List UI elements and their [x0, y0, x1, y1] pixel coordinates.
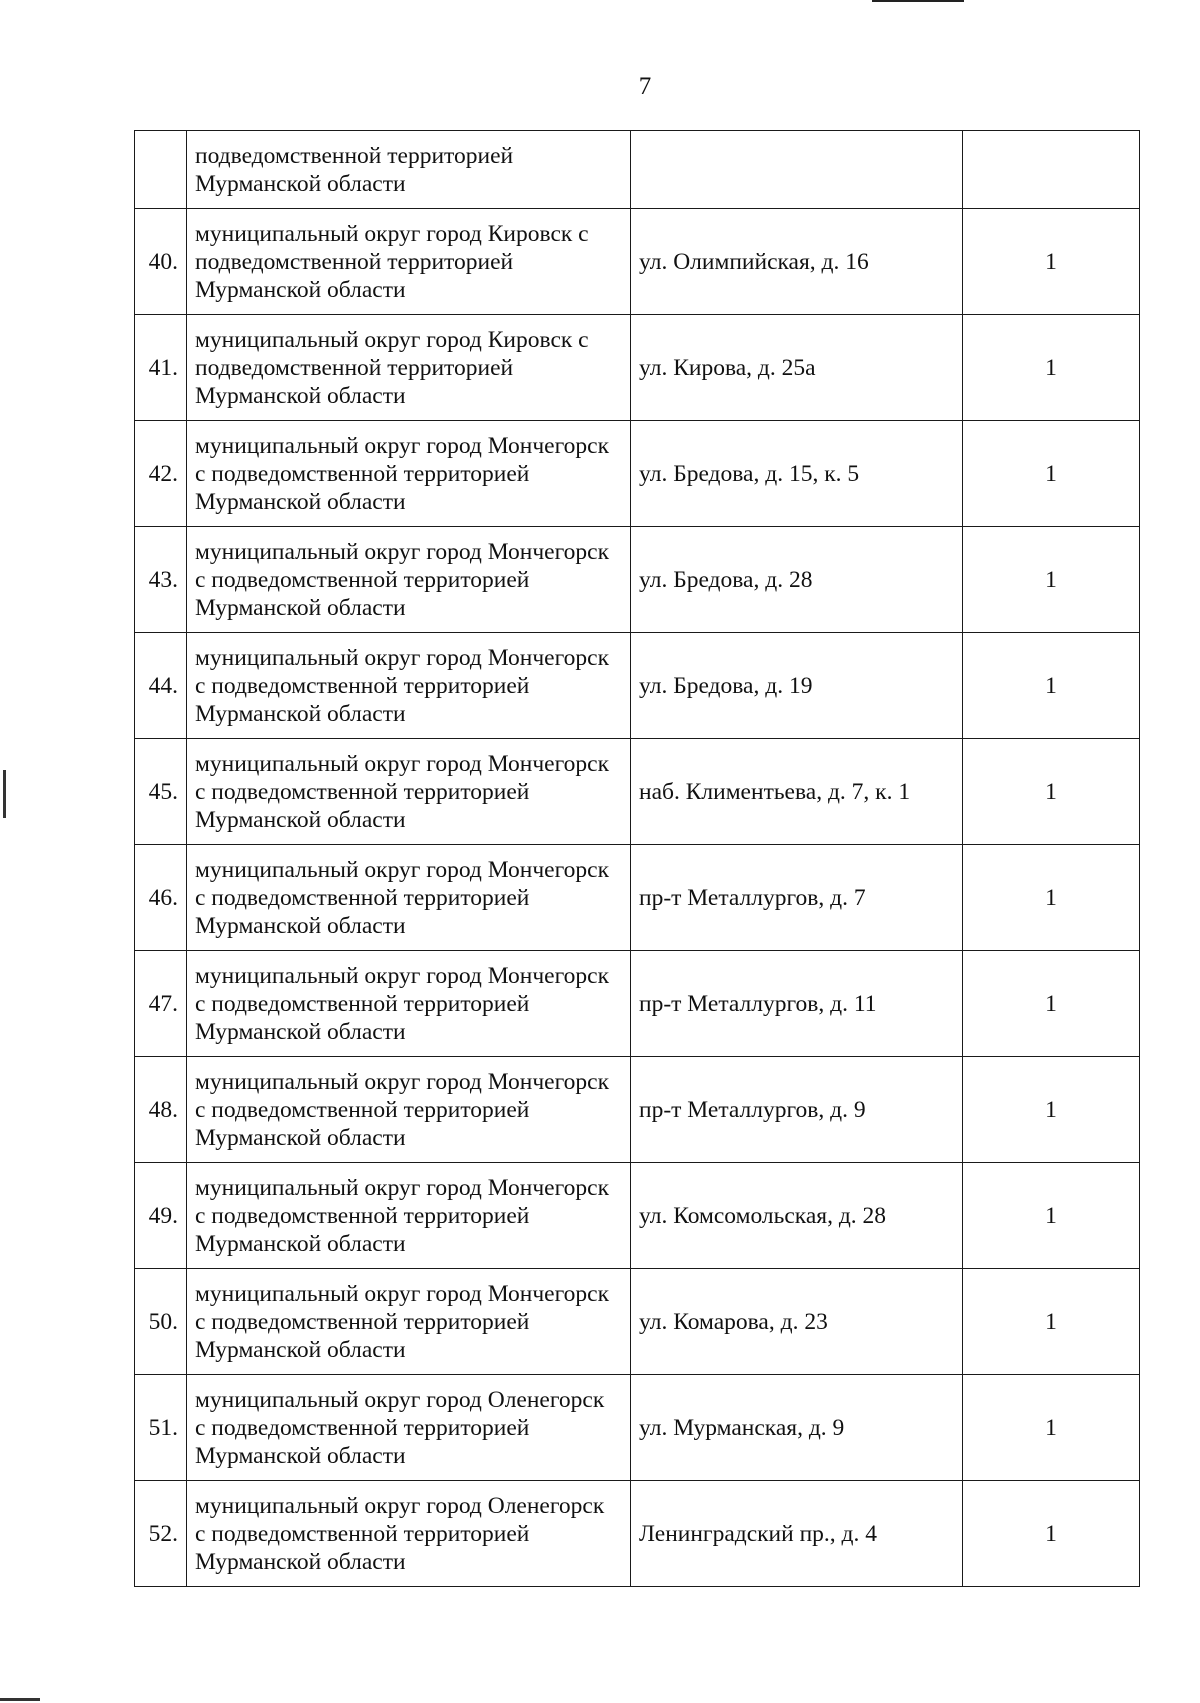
municipality-line: Мурманской области: [195, 1124, 406, 1151]
municipality-line: подведомственной территорией: [195, 248, 514, 275]
municipality-cell: [187, 209, 631, 315]
municipality-line: Мурманской области: [195, 488, 406, 515]
row-number-cell: 52.: [135, 1481, 187, 1587]
quantity-cell: 1: [963, 951, 1140, 1057]
address-cell: Ленинградский пр., д. 4: [631, 1481, 963, 1587]
municipality-cell: [187, 739, 631, 845]
row-number-cell: [135, 131, 187, 209]
municipality-line: подведомственной территорией: [195, 354, 514, 381]
municipality-line: с подведомственной территорией: [195, 1308, 530, 1335]
table-row: [135, 633, 1140, 739]
municipality-line: с подведомственной территорией: [195, 1202, 530, 1229]
municipality-cell: [187, 315, 631, 421]
quantity-cell: 1: [963, 1375, 1140, 1481]
quantity-cell: 1: [963, 421, 1140, 527]
scan-bottom-mark: [0, 1698, 40, 1701]
page-number: 7: [638, 73, 652, 100]
municipality-line: Мурманской области: [195, 912, 406, 939]
row-number-cell: 50.: [135, 1269, 187, 1375]
address-cell: ул. Мурманская, д. 9: [631, 1375, 963, 1481]
municipality-line: подведомственной территорией: [195, 142, 514, 169]
municipality-line: Мурманской области: [195, 1230, 406, 1257]
municipality-line: с подведомственной территорией: [195, 1414, 530, 1441]
quantity-cell: 1: [963, 1481, 1140, 1587]
municipality-line: муниципальный округ город Оленегорск: [195, 1492, 605, 1519]
row-number-cell: 44.: [135, 633, 187, 739]
municipality-cell: [187, 1481, 631, 1587]
municipality-line: с подведомственной территорией: [195, 1096, 530, 1123]
municipality-line: муниципальный округ город Мончегорск: [195, 432, 610, 459]
municipality-line: с подведомственной территорией: [195, 990, 530, 1017]
table-row: [135, 1057, 1140, 1163]
municipality-line: Мурманской области: [195, 276, 406, 303]
table-row: [135, 739, 1140, 845]
row-number-cell: 48.: [135, 1057, 187, 1163]
row-number-cell: 40.: [135, 209, 187, 315]
row-number-cell: 42.: [135, 421, 187, 527]
municipality-line: с подведомственной территорией: [195, 672, 530, 699]
table-row: [135, 1481, 1140, 1587]
municipality-line: с подведомственной территорией: [195, 460, 530, 487]
quantity-cell: 1: [963, 527, 1140, 633]
address-cell: ул. Бредова, д. 19: [631, 633, 963, 739]
top-rule: [872, 0, 964, 2]
row-number-cell: 43.: [135, 527, 187, 633]
table-row-continuation: [135, 131, 1140, 209]
address-cell: ул. Бредова, д. 28: [631, 527, 963, 633]
quantity-cell: 1: [963, 633, 1140, 739]
municipality-line: муниципальный округ город Мончегорск: [195, 856, 610, 883]
municipality-cell: [187, 633, 631, 739]
address-cell: ул. Комсомольская, д. 28: [631, 1163, 963, 1269]
municipality-line: Мурманской области: [195, 594, 406, 621]
address-table: [134, 130, 1140, 1587]
municipality-line: с подведомственной территорией: [195, 778, 530, 805]
table-row: [135, 951, 1140, 1057]
municipality-cell: [187, 1269, 631, 1375]
municipality-line: Мурманской области: [195, 1442, 406, 1469]
table-row: [135, 209, 1140, 315]
quantity-cell: 1: [963, 1057, 1140, 1163]
quantity-cell: [963, 131, 1140, 209]
municipality-line: муниципальный округ город Мончегорск: [195, 962, 610, 989]
municipality-line: муниципальный округ город Кировск с: [195, 220, 589, 247]
table-row: [135, 527, 1140, 633]
municipality-line: Мурманской области: [195, 806, 406, 833]
row-number-cell: 41.: [135, 315, 187, 421]
address-cell: пр-т Металлургов, д. 11: [631, 951, 963, 1057]
municipality-line: с подведомственной территорией: [195, 884, 530, 911]
municipality-line: муниципальный округ город Мончегорск: [195, 1174, 610, 1201]
municipality-line: Мурманской области: [195, 382, 406, 409]
municipality-cell: [187, 951, 631, 1057]
municipality-line: Мурманской области: [195, 1548, 406, 1575]
row-number-cell: 45.: [135, 739, 187, 845]
quantity-cell: 1: [963, 1269, 1140, 1375]
municipality-cell: [187, 527, 631, 633]
address-cell: ул. Комарова, д. 23: [631, 1269, 963, 1375]
municipality-line: муниципальный округ город Кировск с: [195, 326, 589, 353]
municipality-line: муниципальный округ город Мончегорск: [195, 1280, 610, 1307]
municipality-line: муниципальный округ город Мончегорск: [195, 644, 610, 671]
municipality-line: Мурманской области: [195, 170, 406, 197]
quantity-cell: 1: [963, 209, 1140, 315]
municipality-cell: [187, 845, 631, 951]
address-cell: пр-т Металлургов, д. 7: [631, 845, 963, 951]
row-number-cell: 51.: [135, 1375, 187, 1481]
address-cell: наб. Климентьева, д. 7, к. 1: [631, 739, 963, 845]
table-row: [135, 1269, 1140, 1375]
municipality-cell: [187, 131, 631, 209]
municipality-line: муниципальный округ город Мончегорск: [195, 750, 610, 777]
municipality-line: муниципальный округ город Мончегорск: [195, 538, 610, 565]
municipality-line: Мурманской области: [195, 1336, 406, 1363]
municipality-line: с подведомственной территорией: [195, 566, 530, 593]
municipality-cell: [187, 1057, 631, 1163]
table-row: [135, 1375, 1140, 1481]
table-body: [135, 131, 1140, 1587]
quantity-cell: 1: [963, 1163, 1140, 1269]
row-number-cell: 49.: [135, 1163, 187, 1269]
municipality-line: муниципальный округ город Мончегорск: [195, 1068, 610, 1095]
address-cell: пр-т Металлургов, д. 9: [631, 1057, 963, 1163]
municipality-line: Мурманской области: [195, 700, 406, 727]
address-cell: ул. Олимпийская, д. 16: [631, 209, 963, 315]
municipality-line: муниципальный округ город Оленегорск: [195, 1386, 605, 1413]
row-number-cell: 46.: [135, 845, 187, 951]
quantity-cell: 1: [963, 315, 1140, 421]
address-cell: ул. Кирова, д. 25а: [631, 315, 963, 421]
municipality-line: с подведомственной территорией: [195, 1520, 530, 1547]
table-row: [135, 845, 1140, 951]
table-row: [135, 421, 1140, 527]
table-row: [135, 315, 1140, 421]
municipality-line: Мурманской области: [195, 1018, 406, 1045]
table-row: [135, 1163, 1140, 1269]
quantity-cell: 1: [963, 739, 1140, 845]
municipality-cell: [187, 1163, 631, 1269]
municipality-cell: [187, 421, 631, 527]
row-number-cell: 47.: [135, 951, 187, 1057]
quantity-cell: 1: [963, 845, 1140, 951]
address-cell: [631, 131, 963, 209]
municipality-cell: [187, 1375, 631, 1481]
address-cell: ул. Бредова, д. 15, к. 5: [631, 421, 963, 527]
scan-margin-mark: [3, 770, 6, 818]
